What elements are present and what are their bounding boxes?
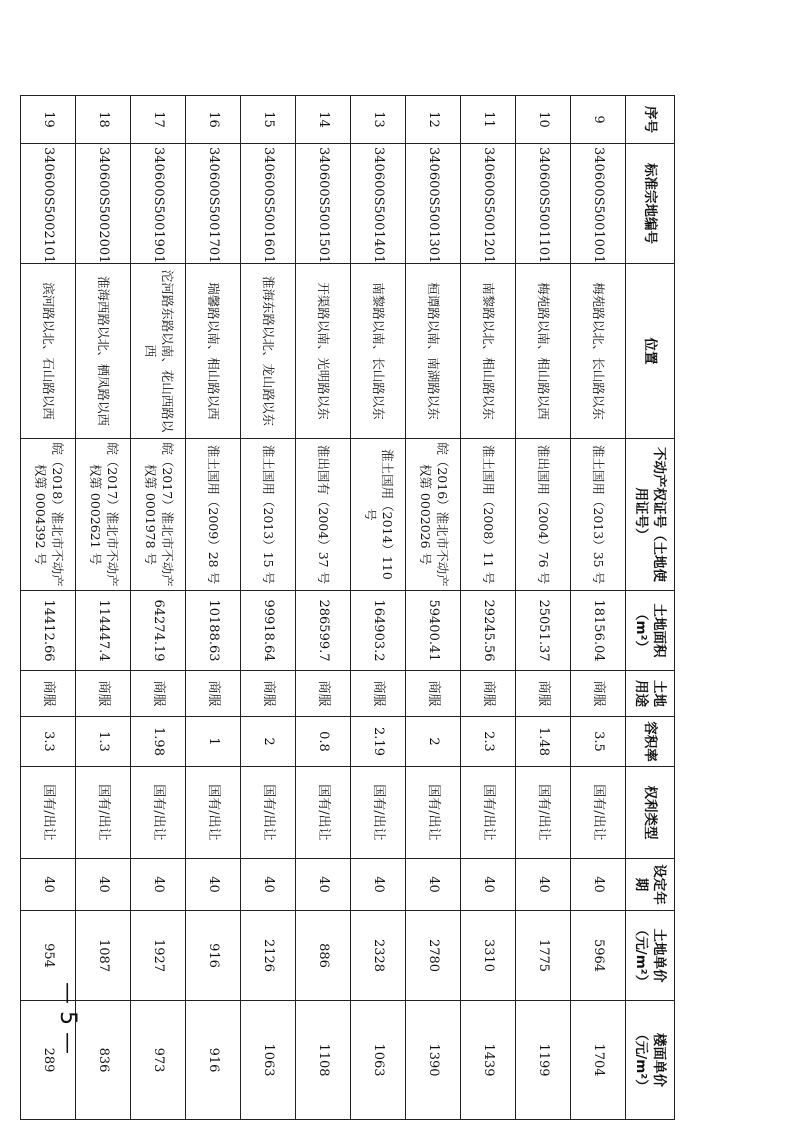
cell-land-use: 商服 bbox=[21, 671, 76, 717]
header-land-area bbox=[626, 591, 675, 671]
cell-right-type: 国有/出让 bbox=[461, 767, 516, 859]
cell-parcel-code: 340600S5001401 bbox=[351, 144, 406, 264]
table-row bbox=[21, 96, 76, 1120]
table-header-row bbox=[626, 96, 675, 1120]
cell-land-area: 114447.4 bbox=[76, 591, 131, 671]
cell-right-type: 国有/出让 bbox=[516, 767, 571, 859]
cell-term: 40 bbox=[296, 859, 351, 911]
cell-certificate: 皖（2016）淮北市不动产权第 0002026 号 bbox=[406, 439, 461, 591]
table-row bbox=[351, 96, 406, 1120]
cell-right-type: 国有/出让 bbox=[186, 767, 241, 859]
cell-parcel-code: 340600S5001101 bbox=[516, 144, 571, 264]
cell-land-area: 286599.7 bbox=[296, 591, 351, 671]
cell-floor-unit-price: 973 bbox=[131, 1001, 186, 1120]
cell-land-use: 商服 bbox=[186, 671, 241, 717]
cell-term: 40 bbox=[571, 859, 626, 911]
cell-land-area: 14412.66 bbox=[21, 591, 76, 671]
cell-far: 2 bbox=[406, 717, 461, 767]
header-certificate: 不动产权证号（土地使用证号） bbox=[626, 439, 675, 591]
cell-seq: 16 bbox=[186, 96, 241, 144]
header-floor-unit-price bbox=[626, 1001, 675, 1120]
cell-location: 梅苑路以北、长山路以东 bbox=[571, 264, 626, 439]
table-row bbox=[571, 96, 626, 1120]
cell-land-use: 商服 bbox=[571, 671, 626, 717]
cell-certificate: 皖（2017）淮北市不动产权第 0001978 号 bbox=[131, 439, 186, 591]
cell-parcel-code: 340600S5001901 bbox=[131, 144, 186, 264]
cell-far: 3.5 bbox=[571, 717, 626, 767]
cell-right-type: 国有/出让 bbox=[21, 767, 76, 859]
cell-location: 开渠路以南、光明路以东 bbox=[296, 264, 351, 439]
cell-floor-unit-price: 1704 bbox=[571, 1001, 626, 1120]
land-price-table bbox=[20, 95, 675, 1120]
cell-parcel-code: 340600S5001701 bbox=[186, 144, 241, 264]
cell-location: 滨河路以北、石山路以西 bbox=[21, 264, 76, 439]
cell-land-use: 商服 bbox=[461, 671, 516, 717]
cell-floor-unit-price: 1063 bbox=[351, 1001, 406, 1120]
cell-land-use: 商服 bbox=[76, 671, 131, 717]
cell-land-area: 18156.04 bbox=[571, 591, 626, 671]
cell-far: 0.8 bbox=[296, 717, 351, 767]
cell-location: 淮海东路以北、龙山路以东 bbox=[241, 264, 296, 439]
cell-term: 40 bbox=[241, 859, 296, 911]
table-row bbox=[296, 96, 351, 1120]
header-floor-unit-price-label: 楼面单价 bbox=[651, 1033, 668, 1087]
cell-far: 2.19 bbox=[351, 717, 406, 767]
cell-land-use: 商服 bbox=[131, 671, 186, 717]
cell-parcel-code: 340600S5001301 bbox=[406, 144, 461, 264]
table-row bbox=[186, 96, 241, 1120]
cell-land-use: 商服 bbox=[406, 671, 461, 717]
table-row bbox=[461, 96, 516, 1120]
cell-parcel-code: 340600S5001001 bbox=[571, 144, 626, 264]
cell-land-unit-price: 1927 bbox=[131, 911, 186, 1001]
page-number-text: — 5 — bbox=[55, 982, 80, 1054]
cell-land-unit-price: 2780 bbox=[406, 911, 461, 1001]
cell-seq: 10 bbox=[516, 96, 571, 144]
cell-land-area: 164903.2 bbox=[351, 591, 406, 671]
cell-floor-unit-price: 1390 bbox=[406, 1001, 461, 1120]
cell-term: 40 bbox=[351, 859, 406, 911]
cell-floor-unit-price: 1439 bbox=[461, 1001, 516, 1120]
cell-land-area: 64274.19 bbox=[131, 591, 186, 671]
cell-far: 1.3 bbox=[76, 717, 131, 767]
cell-term: 40 bbox=[406, 859, 461, 911]
table-row bbox=[406, 96, 461, 1120]
cell-land-use: 商服 bbox=[351, 671, 406, 717]
cell-seq: 11 bbox=[461, 96, 516, 144]
cell-right-type: 国有/出让 bbox=[131, 767, 186, 859]
table-row bbox=[76, 96, 131, 1120]
cell-floor-unit-price: 916 bbox=[186, 1001, 241, 1120]
cell-far: 1 bbox=[186, 717, 241, 767]
cell-location: 梅苑路以南、相山路以西 bbox=[516, 264, 571, 439]
cell-term: 40 bbox=[186, 859, 241, 911]
cell-right-type: 国有/出让 bbox=[76, 767, 131, 859]
table-row bbox=[516, 96, 571, 1120]
cell-term: 40 bbox=[21, 859, 76, 911]
header-land-area-label: 土地面积 bbox=[651, 603, 668, 658]
cell-certificate: 皖（2017）淮北市不动产权第 0002621 号 bbox=[76, 439, 131, 591]
cell-parcel-code: 340600S5001501 bbox=[296, 144, 351, 264]
cell-right-type: 国有/出让 bbox=[241, 767, 296, 859]
cell-certificate: 淮出国有（2004）37 号 bbox=[296, 439, 351, 591]
cell-certificate: 淮土国用（2013）15 号 bbox=[241, 439, 296, 591]
cell-seq: 12 bbox=[406, 96, 461, 144]
cell-seq: 18 bbox=[76, 96, 131, 144]
cell-location: 南黎路以南、长山路以东 bbox=[351, 264, 406, 439]
cell-certificate: 淮出国用（2004）76 号 bbox=[516, 439, 571, 591]
rotated-table-wrapper bbox=[33, 95, 675, 1119]
cell-land-unit-price: 3310 bbox=[461, 911, 516, 1001]
header-land-unit-price bbox=[626, 911, 675, 1001]
cell-parcel-code: 340600S5002001 bbox=[76, 144, 131, 264]
cell-parcel-code: 340600S5001201 bbox=[461, 144, 516, 264]
cell-land-unit-price: 2328 bbox=[351, 911, 406, 1001]
header-land-area-unit: （m²） bbox=[633, 607, 649, 654]
cell-land-area: 29245.56 bbox=[461, 591, 516, 671]
cell-far: 3.3 bbox=[21, 717, 76, 767]
cell-seq: 13 bbox=[351, 96, 406, 144]
cell-term: 40 bbox=[461, 859, 516, 911]
cell-floor-unit-price: 1199 bbox=[516, 1001, 571, 1120]
cell-land-unit-price: 1775 bbox=[516, 911, 571, 1001]
cell-land-area: 99918.64 bbox=[241, 591, 296, 671]
cell-land-area: 59400.41 bbox=[406, 591, 461, 671]
cell-location: 瑞馨路以南、相山路以西 bbox=[186, 264, 241, 439]
cell-certificate: 淮土国用（2008）11 号 bbox=[461, 439, 516, 591]
cell-floor-unit-price: 1108 bbox=[296, 1001, 351, 1120]
cell-far: 1.48 bbox=[516, 717, 571, 767]
cell-seq: 15 bbox=[241, 96, 296, 144]
cell-seq: 14 bbox=[296, 96, 351, 144]
cell-parcel-code: 340600S5001601 bbox=[241, 144, 296, 264]
cell-right-type: 国有/出让 bbox=[351, 767, 406, 859]
header-right-type: 权利类型 bbox=[626, 767, 675, 859]
cell-location: 桓谭路以南、南湖路以东 bbox=[406, 264, 461, 439]
page-number bbox=[40, 982, 80, 1122]
header-parcel-code: 标准宗地编号 bbox=[626, 144, 675, 264]
cell-far: 2.3 bbox=[461, 717, 516, 767]
header-term: 设定年期 bbox=[626, 859, 675, 911]
cell-land-area: 10188.63 bbox=[186, 591, 241, 671]
header-land-unit-price-unit: （元/m²） bbox=[633, 922, 649, 989]
cell-land-unit-price: 1087 bbox=[76, 911, 131, 1001]
header-land-use: 土地用途 bbox=[626, 671, 675, 717]
cell-certificate: 淮土国用（2014）110 号 bbox=[351, 439, 406, 591]
cell-land-area: 25051.37 bbox=[516, 591, 571, 671]
cell-floor-unit-price: 289 bbox=[21, 1001, 76, 1120]
cell-seq: 9 bbox=[571, 96, 626, 144]
header-seq: 序号 bbox=[626, 96, 675, 144]
cell-land-unit-price: 886 bbox=[296, 911, 351, 1001]
cell-far: 1.98 bbox=[131, 717, 186, 767]
cell-term: 40 bbox=[516, 859, 571, 911]
cell-land-unit-price: 954 bbox=[21, 911, 76, 1001]
table-body bbox=[21, 96, 626, 1120]
header-land-unit-price-label: 土地单价 bbox=[651, 928, 668, 983]
cell-parcel-code: 340600S5002101 bbox=[21, 144, 76, 264]
header-location: 位置 bbox=[626, 264, 675, 439]
cell-right-type: 国有/出让 bbox=[406, 767, 461, 859]
cell-land-unit-price: 5964 bbox=[571, 911, 626, 1001]
cell-floor-unit-price: 1063 bbox=[241, 1001, 296, 1120]
cell-location: 南黎路以北、相山路以东 bbox=[461, 264, 516, 439]
cell-floor-unit-price: 836 bbox=[76, 1001, 131, 1120]
cell-seq: 17 bbox=[131, 96, 186, 144]
cell-land-use: 商服 bbox=[296, 671, 351, 717]
cell-right-type: 国有/出让 bbox=[296, 767, 351, 859]
cell-land-use: 商服 bbox=[241, 671, 296, 717]
cell-far: 2 bbox=[241, 717, 296, 767]
table-row bbox=[241, 96, 296, 1120]
cell-land-unit-price: 2126 bbox=[241, 911, 296, 1001]
cell-land-unit-price: 916 bbox=[186, 911, 241, 1001]
table-row bbox=[131, 96, 186, 1120]
cell-certificate: 淮土国用（2013）35 号 bbox=[571, 439, 626, 591]
header-far: 容积率 bbox=[626, 717, 675, 767]
cell-location: 沱河路东路以南、花山西路以西 bbox=[131, 264, 186, 439]
cell-right-type: 国有/出让 bbox=[571, 767, 626, 859]
cell-seq: 19 bbox=[21, 96, 76, 144]
cell-land-use: 商服 bbox=[516, 671, 571, 717]
cell-term: 40 bbox=[131, 859, 186, 911]
cell-certificate: 皖（2018）淮北市不动产权第 0004392 号 bbox=[21, 439, 76, 591]
cell-location: 淮海西路以北、栖凤路以西 bbox=[76, 264, 131, 439]
cell-term: 40 bbox=[76, 859, 131, 911]
cell-certificate: 淮土国用（2009）28 号 bbox=[186, 439, 241, 591]
header-floor-unit-price-unit: （元/m²） bbox=[633, 1027, 649, 1093]
